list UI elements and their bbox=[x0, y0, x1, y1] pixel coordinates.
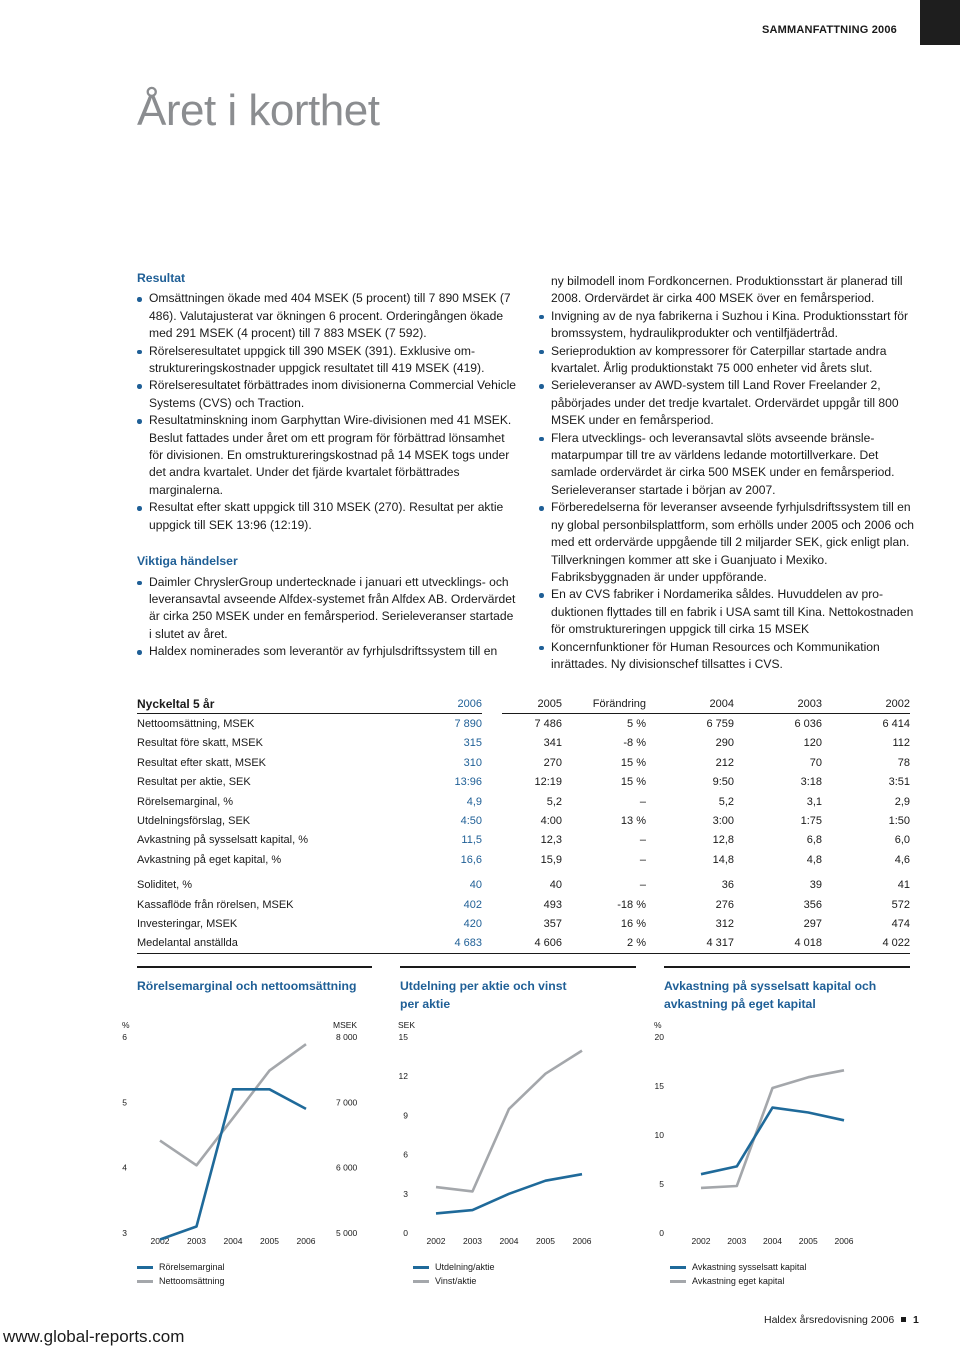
table-cell: 341 bbox=[543, 737, 562, 750]
table-cell: 276 bbox=[715, 898, 734, 911]
table-cell: 13 % bbox=[620, 815, 646, 828]
table-cell: 41 bbox=[897, 879, 910, 892]
series-line bbox=[436, 1051, 582, 1192]
tick-label: 10 bbox=[654, 1130, 664, 1140]
table-cell: 4,8 bbox=[806, 853, 822, 866]
table-cell: Resultat per aktie, SEK bbox=[137, 776, 251, 789]
legend-swatch bbox=[413, 1280, 429, 1283]
table-cell: 12,8 bbox=[712, 834, 734, 847]
table-cell: 15,9 bbox=[540, 853, 562, 866]
tick-label: 6 bbox=[122, 1032, 127, 1042]
table-cell: 356 bbox=[803, 898, 822, 911]
table-cell: Kassaflöde från rörelsen, MSEK bbox=[137, 898, 294, 911]
table-cell: 6,0 bbox=[894, 834, 910, 847]
header-block bbox=[920, 0, 960, 45]
tick-label: 0 bbox=[659, 1228, 664, 1238]
table-cell: 5,2 bbox=[546, 795, 562, 808]
header-cell: 2002 bbox=[822, 694, 910, 714]
list-item: Daimler ChryslerGroup undertecknade i januari ett utvecklings- och leveransavtal avseende Alfdex-systemet från Alfdex AB. Ordervärdet är cirka 250 MSEK under en femårsperiod. Serieleveranser startade i slutet av året. bbox=[137, 574, 519, 644]
tick-label: 3 bbox=[403, 1188, 408, 1199]
table-cell: 14,8 bbox=[712, 853, 734, 866]
table-cell: Avkastning på sysselsatt kapital, % bbox=[137, 834, 308, 847]
legend bbox=[137, 1260, 225, 1288]
x-tick-label: 2004 bbox=[223, 1236, 243, 1246]
table-cell: 6 036 bbox=[794, 718, 822, 731]
table-cell bbox=[482, 914, 502, 933]
page-title: Året i korthet bbox=[137, 86, 380, 135]
x-tick-label: 2002 bbox=[150, 1236, 170, 1246]
table-cell: 493 bbox=[543, 898, 562, 911]
legend-swatch bbox=[670, 1280, 686, 1283]
tick-label: 20 bbox=[654, 1032, 664, 1042]
table-cell: 572 bbox=[891, 898, 910, 911]
tick-label: 3 bbox=[122, 1228, 127, 1238]
list-item: Rörelseresultatet förbättrades inom divisionerna Commercial Vehicle Systems (CVS) och Traction. bbox=[137, 377, 519, 412]
legend-swatch bbox=[137, 1280, 153, 1283]
table-cell: 2,9 bbox=[894, 795, 910, 808]
table-cell: – bbox=[639, 879, 646, 892]
x-tick-label: 2006 bbox=[834, 1236, 854, 1246]
list-item: Omsättningen ökade med 404 MSEK (5 procent) till 7 890 MSEK (7 486). Valutajusterat var ökningen 6 procent. Orderingången ökade med 291 MSEK (4 procent) till 7 883 MSEK (7 592). bbox=[137, 290, 519, 342]
x-tick-label: 2003 bbox=[727, 1236, 747, 1246]
table-row bbox=[137, 914, 910, 933]
legend-label: Avkastning eget kapital bbox=[692, 1276, 785, 1286]
table-cell: 357 bbox=[543, 917, 562, 930]
footer-page-label: Haldex årsredovisning 2006 bbox=[764, 1314, 895, 1326]
table-cell bbox=[482, 934, 502, 954]
table-title: Nyckeltal 5 år bbox=[137, 694, 372, 714]
list-item: Resultat efter skatt uppgick till 310 MSEK (270). Resultat per aktie uppgick till SEK 13:96 (12:19). bbox=[137, 499, 519, 534]
table-cell: 6 414 bbox=[882, 718, 910, 731]
table-cell: – bbox=[639, 853, 646, 866]
series-line bbox=[701, 1108, 844, 1175]
table-cell: 4,9 bbox=[466, 795, 482, 808]
header-cell: 2004 bbox=[646, 694, 734, 714]
chart-title-text: Utdelning per aktie och vinst per aktie bbox=[400, 979, 567, 1011]
table-cell: 40 bbox=[469, 879, 482, 892]
chart-rule bbox=[137, 966, 372, 968]
table-cell: 3:18 bbox=[800, 776, 822, 789]
table-cell: 7 486 bbox=[534, 718, 562, 731]
table-cell bbox=[482, 773, 502, 792]
x-tick-label: 2006 bbox=[296, 1236, 316, 1246]
header-cell: 2003 bbox=[734, 694, 822, 714]
table-row bbox=[137, 753, 910, 772]
tick-label: 15 bbox=[398, 1032, 408, 1042]
legend bbox=[670, 1260, 806, 1288]
tick-label: 9 bbox=[403, 1110, 408, 1121]
legend-label: Avkastning sysselsatt kapital bbox=[692, 1262, 807, 1272]
table-cell: 5,2 bbox=[718, 795, 734, 808]
table-cell: 4 683 bbox=[372, 934, 482, 954]
table-cell: 40 bbox=[549, 879, 562, 892]
table-cell: Nettoomsättning, MSEK bbox=[137, 718, 255, 731]
table-row bbox=[137, 714, 910, 734]
footer-page-number: 1 bbox=[913, 1314, 919, 1326]
table-cell: 3,1 bbox=[806, 795, 822, 808]
table-cell: 6,8 bbox=[806, 834, 822, 847]
table-cell bbox=[482, 850, 502, 869]
table-cell bbox=[482, 895, 502, 914]
continued-text: ny bilmodell inom Fordkoncernen. Produktionsstart är planerad till 2008. Ordervärdet är cirka 400 MSEK över en femårsperiod. bbox=[551, 274, 903, 306]
tick-label: 12 bbox=[398, 1071, 408, 1082]
table-cell: 15 % bbox=[620, 776, 646, 789]
table-cell: 7 890 bbox=[454, 718, 482, 731]
chart-title bbox=[664, 978, 904, 1013]
tick-label: 4 bbox=[122, 1162, 127, 1173]
table-cell: 3:00 bbox=[712, 815, 734, 828]
header-cell: Förändring bbox=[562, 694, 646, 714]
list-item: Förberedelserna för leveranser avseende fyrhjulsdriftssystem till en ny global personbilsplattform, som erhölls under 2005 och 2006 och med ett ordervärde uppgående till 2 miljarder SEK, gick enligt plan. Tillverkningen kommer att ske i Guanjuato i Mexiko. Fabriksbyggnaden är under uppförande. bbox=[539, 499, 917, 586]
list-item: Invigning av de nya fabrikerna i Suzhou i Kina. Produktionsstart för bromssystem, hydraulikprodukter och ventilfjädertråd. bbox=[539, 308, 917, 343]
table-cell: 212 bbox=[715, 756, 734, 769]
tick-label: 0 bbox=[403, 1228, 408, 1238]
table-cell: Avkastning på eget kapital, % bbox=[137, 853, 282, 866]
x-tick-label: 2002 bbox=[426, 1236, 446, 1246]
x-tick-label: 2004 bbox=[763, 1236, 782, 1246]
table-cell: 5 % bbox=[627, 718, 646, 731]
x-tick-label: 2003 bbox=[187, 1236, 206, 1246]
list-item: Koncernfunktioner för Human Resources och Kommunikation inrättades. Ny divisionschef tillsattes i CVS. bbox=[539, 639, 917, 674]
x-tick-label: 2005 bbox=[798, 1236, 818, 1246]
table-row bbox=[137, 811, 910, 830]
table-cell: 15 % bbox=[620, 756, 646, 769]
key-figures-table bbox=[137, 694, 910, 954]
table-cell: Investeringar, MSEK bbox=[137, 917, 238, 930]
table-cell bbox=[482, 734, 502, 753]
list-item: Haldex nominerades som leverantör av fyrhjulsdriftssystem till en bbox=[137, 643, 519, 660]
tick-label: 6 bbox=[403, 1149, 408, 1160]
table-row bbox=[137, 850, 910, 869]
charts-svg bbox=[0, 1015, 960, 1255]
x-tick-label: 2004 bbox=[499, 1236, 519, 1246]
table-cell bbox=[482, 876, 502, 895]
legend-swatch bbox=[670, 1266, 686, 1269]
x-tick-label: 2002 bbox=[691, 1236, 711, 1246]
series-line bbox=[160, 1044, 306, 1165]
axis-unit: % bbox=[122, 1020, 130, 1030]
series-line bbox=[436, 1174, 582, 1213]
table-header-row bbox=[137, 694, 910, 714]
table-cell: 36 bbox=[721, 879, 734, 892]
x-tick-label: 2005 bbox=[260, 1236, 279, 1246]
table-row bbox=[137, 831, 910, 850]
footer-page bbox=[764, 1314, 919, 1326]
section-header: SAMMANFATTNING 2006 bbox=[762, 24, 897, 36]
handelser-heading: Viktiga händelser bbox=[137, 554, 238, 569]
legend-label: Nettoomsättning bbox=[159, 1276, 225, 1286]
table-cell: Resultat före skatt, MSEK bbox=[137, 737, 263, 750]
chart-rule bbox=[664, 966, 910, 968]
table-cell: 4:50 bbox=[460, 815, 482, 828]
table-cell: 420 bbox=[463, 917, 482, 930]
table-cell: 1:75 bbox=[800, 815, 822, 828]
table-cell bbox=[482, 714, 502, 734]
table-row bbox=[137, 876, 910, 895]
table-cell bbox=[482, 811, 502, 830]
list-item: Resultatminskning inom Garphyttan Wire-divisionen med 41 MSEK. Beslut fattades under året om ett program för förbättrad lönsamhet för divisionen. En omstruktureringskostnad på 14 MSEK togs under det andra kvartalet. Under det fjärde kvartalet förbättrades marginalerna. bbox=[137, 412, 519, 499]
table-cell: 2 % bbox=[562, 934, 646, 954]
table-cell: -8 % bbox=[623, 737, 646, 750]
table-cell: 310 bbox=[463, 756, 482, 769]
table-cell: 4,6 bbox=[894, 853, 910, 866]
table-cell: Utdelningsförslag, SEK bbox=[137, 815, 251, 828]
table-cell: 78 bbox=[897, 756, 910, 769]
table-row bbox=[137, 934, 910, 954]
table-cell: Soliditet, % bbox=[137, 879, 193, 892]
x-tick-label: 2003 bbox=[463, 1236, 482, 1246]
legend-label: Vinst/aktie bbox=[435, 1276, 477, 1286]
table-cell: 4 018 bbox=[734, 934, 822, 954]
list-item: Rörelseresultatet uppgick till 390 MSEK (391). Exklusive omstruktureringskostnader uppgick resultatet till 419 MSEK (419). bbox=[137, 343, 519, 378]
tick-label-right: 7 000 bbox=[336, 1097, 358, 1108]
x-tick-label: 2005 bbox=[536, 1236, 555, 1246]
table-cell: – bbox=[639, 834, 646, 847]
series-line bbox=[160, 1089, 306, 1239]
table-cell: 474 bbox=[891, 917, 910, 930]
tick-label-right: 8 000 bbox=[336, 1032, 358, 1042]
left-column bbox=[137, 270, 519, 661]
list-item: Flera utvecklings- och leveransavtal slöts avseende bränslematarpumpar till tre av världens ledande motortillverkare. Det samlade ordervärdet är cirka 500 MSEK under en femårsperiod. Serieleveranser startade i början av 2007. bbox=[539, 430, 917, 500]
handelser-list-continued bbox=[539, 308, 917, 674]
table-cell bbox=[482, 753, 502, 772]
table-cell: 13:96 bbox=[454, 776, 482, 789]
footer-bullet bbox=[901, 1317, 906, 1322]
legend-label: Rörelsemarginal bbox=[159, 1262, 225, 1272]
table-cell bbox=[482, 792, 502, 811]
table-cell: 16 % bbox=[620, 917, 646, 930]
table-row bbox=[137, 792, 910, 811]
chart-title: Rörelsemarginal och nettoomsättning bbox=[137, 979, 357, 993]
table-cell: 312 bbox=[715, 917, 734, 930]
chart-rule bbox=[400, 966, 636, 968]
table-cell: Rörelsemarginal, % bbox=[137, 795, 233, 808]
axis-unit: SEK bbox=[398, 1020, 416, 1030]
table-cell: 12:19 bbox=[534, 776, 562, 789]
table-cell: 270 bbox=[543, 756, 562, 769]
table-cell: 402 bbox=[463, 898, 482, 911]
table-cell: 70 bbox=[809, 756, 822, 769]
table-row bbox=[137, 734, 910, 753]
table-cell: 290 bbox=[715, 737, 734, 750]
table-cell: 9:50 bbox=[712, 776, 734, 789]
table-cell: 112 bbox=[892, 737, 910, 750]
right-column bbox=[539, 273, 917, 673]
list-item: Serieleveranser av AWD-system till Land Rover Freelander 2, påbörjades under det tredje kvartalet. Ordervärdet uppgår till 800 MSEK under en femårsperiod. bbox=[539, 377, 917, 429]
table-cell: 39 bbox=[809, 879, 822, 892]
tick-label: 5 bbox=[659, 1179, 664, 1189]
table-cell: -18 % bbox=[617, 898, 646, 911]
resultat-heading: Resultat bbox=[137, 271, 186, 285]
list-item: Serieproduktion av kompressorer för Caterpillar startade andra kvartalet. Årlig produktionstakt 75 000 enheter vid årets slut. bbox=[539, 343, 917, 378]
tick-label-right: 5 000 bbox=[336, 1228, 358, 1238]
resultat-list bbox=[137, 290, 519, 534]
table-cell: 315 bbox=[463, 737, 482, 750]
table-cell: 6 759 bbox=[706, 718, 734, 731]
table-cell: 297 bbox=[803, 917, 822, 930]
tick-label-right: 6 000 bbox=[336, 1162, 358, 1173]
table-cell: Resultat efter skatt, MSEK bbox=[137, 756, 266, 769]
table-row bbox=[137, 773, 910, 792]
legend-swatch bbox=[137, 1266, 153, 1269]
table-cell: 4 317 bbox=[646, 934, 734, 954]
axis-unit: % bbox=[654, 1020, 662, 1030]
table-cell: 1:50 bbox=[888, 815, 910, 828]
legend-swatch bbox=[413, 1266, 429, 1269]
table-cell: – bbox=[639, 795, 646, 808]
header-cell: 2006 bbox=[372, 694, 482, 714]
table-cell: 16,6 bbox=[460, 853, 482, 866]
chart-title-text: Avkastning på sysselsatt kapital och avkastning på eget kapital bbox=[664, 979, 877, 1011]
list-item: En av CVS fabriker i Nordamerika såldes. Huvuddelen av produktionen flyttades till en fabrik i USA samt till Kina. Nettokostnaden för omstruktureringen uppgick till cirka 15 MSEK bbox=[539, 586, 917, 638]
table-cell: 11,5 bbox=[461, 834, 482, 847]
table-cell bbox=[482, 831, 502, 850]
table-cell: 4:00 bbox=[540, 815, 562, 828]
tick-label: 5 bbox=[122, 1097, 127, 1108]
table-cell: Medelantal anställda bbox=[137, 934, 372, 954]
axis-unit-right: MSEK bbox=[333, 1020, 358, 1030]
chart-title bbox=[400, 978, 600, 1013]
handelser-list bbox=[137, 574, 519, 661]
legend-label: Utdelning/aktie bbox=[435, 1262, 495, 1272]
tick-label: 15 bbox=[654, 1081, 664, 1091]
table-cell: 4 606 bbox=[502, 934, 562, 954]
table-cell: 3:51 bbox=[888, 776, 910, 789]
footer-url: www.global-reports.com bbox=[3, 1327, 185, 1346]
table-cell: 120 bbox=[803, 737, 822, 750]
table-cell: 4 022 bbox=[822, 934, 910, 954]
header-cell: 2005 bbox=[502, 694, 562, 714]
x-tick-label: 2006 bbox=[572, 1236, 592, 1246]
table-row bbox=[137, 895, 910, 914]
table-cell: 12,3 bbox=[540, 834, 562, 847]
legend bbox=[413, 1260, 495, 1288]
